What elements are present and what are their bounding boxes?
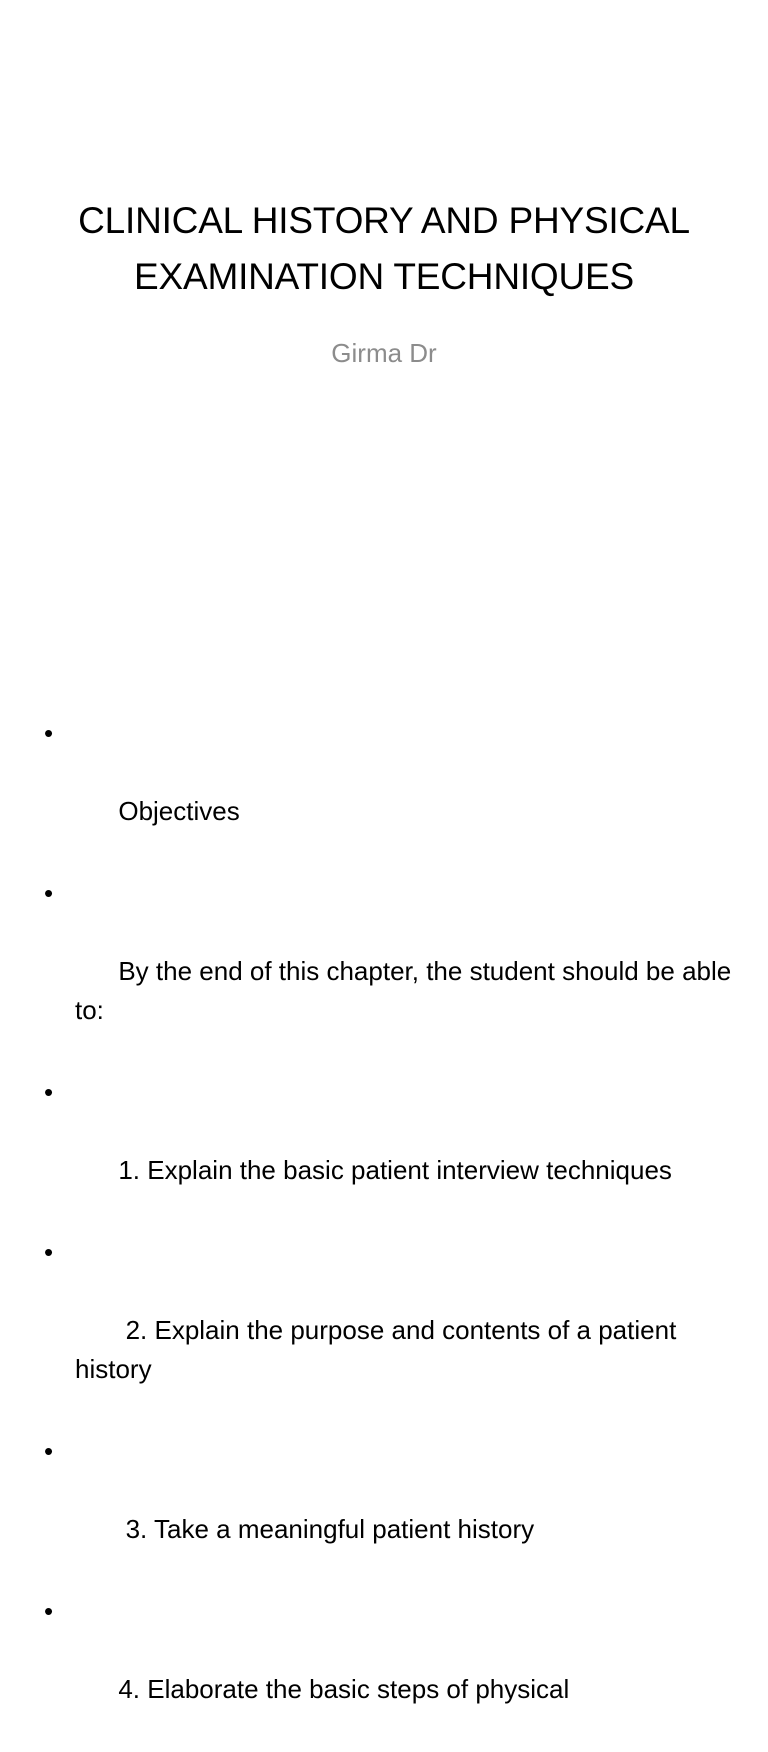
bullet-icon: • <box>44 1596 54 1626</box>
bullet-text: 2. Explain the purpose and contents of a patient history <box>75 1315 684 1384</box>
title-slide <box>0 0 768 576</box>
objectives-list <box>44 714 739 1752</box>
bullet-icon: • <box>44 1436 54 1466</box>
author-subtitle: Girma Dr <box>331 338 437 368</box>
bullet-text: 3. Take a meaningful patient history <box>118 1514 535 1544</box>
list-item <box>44 1073 734 1229</box>
list-item <box>44 714 734 870</box>
bullet-text: 1. Explain the basic patient interview techniques <box>118 1155 672 1185</box>
list-item <box>44 1432 734 1588</box>
bullet-icon: • <box>44 718 54 748</box>
bullet-icon: • <box>44 878 54 908</box>
title-line: EXAMINATION TECHNIQUES <box>134 256 634 297</box>
bullet-text: Objectives <box>118 796 240 826</box>
bullet-icon: • <box>44 1077 54 1107</box>
list-item <box>44 1233 734 1428</box>
bullet-text: 4. Elaborate the basic steps of physical <box>118 1674 570 1704</box>
presentation-title <box>0 193 768 305</box>
title-line: CLINICAL HISTORY AND PHYSICAL <box>78 200 690 241</box>
bullet-icon: • <box>44 1237 54 1267</box>
list-item <box>44 874 739 1069</box>
list-item <box>44 1592 734 1748</box>
bullet-text: By the end of this chapter, the student should be able to: <box>75 956 739 1025</box>
objectives-slide <box>0 576 768 1704</box>
